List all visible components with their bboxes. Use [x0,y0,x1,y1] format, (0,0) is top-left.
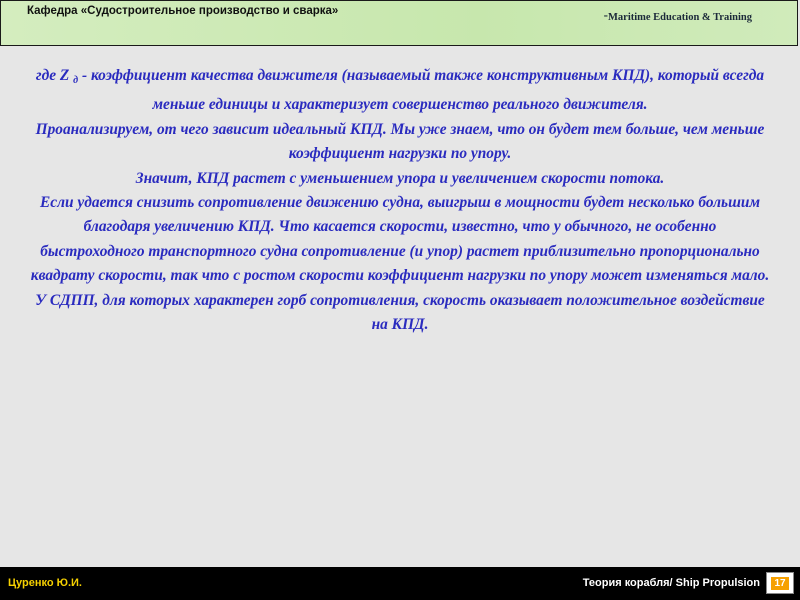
paragraph-4: Если удается снизить сопротивление движению судна, выигрыш в мощности будет несколько большим благодаря увеличению КПД. Что касается скорости, известно, что у обычного, не особенно быстроходного транспортного судна сопротивление (и упор) растет приблизительно пропорционально квадрату скорости, так что с ростом скорости коэффициент нагрузки по упору может изменяться мало. У СДПП, для которых характерен горб сопротивления, скорость оказывает положительное воздействие на КПД. [30,194,770,334]
slide-body [30,64,770,337]
paragraph-2: Проанализируем, от чего зависит идеальный КПД. Мы уже знаем, что он будет тем больше, чем меньше коэффициент нагрузки по упору. [35,120,765,163]
page-number: 17 [771,577,788,590]
department-title: Кафедра «Судостроительное производство и сварка» [27,5,339,17]
paragraph-1-subscript: д [73,75,79,86]
paragraph-1 [30,64,770,118]
paragraph-1-rest: - коэффициент качества движителя (называемый также конструктивным КПД), который всегда меньше единицы и характеризует совершенство реального движителя. [78,67,765,114]
brand-text [604,7,752,23]
course-title: Теория корабля/ Ship Propulsion [582,577,760,589]
paragraph-3: Значит, КПД растет с уменьшением упора и увеличением скорости потока. [135,169,665,187]
slide-footer [0,567,800,600]
paragraph-1-prefix: где Z [35,67,70,84]
page-number-badge [766,572,794,594]
brand-dash: - [603,7,608,22]
slide-header [0,0,798,46]
brand-name: Maritime Education & Training [608,12,752,23]
author-name: Цуренко Ю.И. [8,577,82,589]
